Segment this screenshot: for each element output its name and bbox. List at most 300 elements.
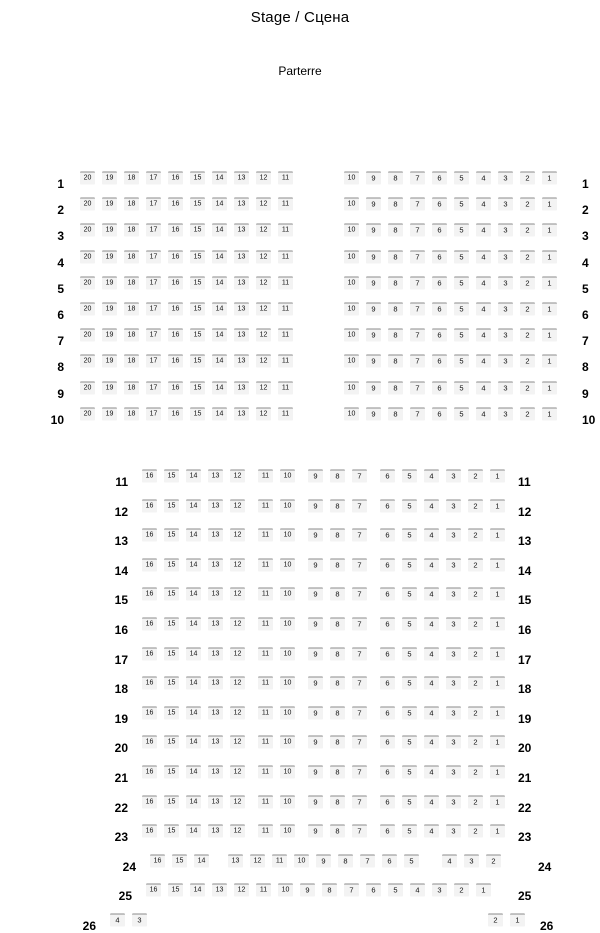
seat[interactable]: 16 [142, 470, 157, 483]
seat[interactable]: 4 [476, 224, 491, 237]
seat[interactable]: 13 [234, 355, 249, 368]
seat[interactable]: 14 [212, 172, 227, 185]
seat[interactable]: 8 [330, 618, 345, 631]
seat[interactable]: 12 [256, 303, 271, 316]
seat[interactable]: 12 [230, 706, 245, 719]
seat[interactable]: 7 [410, 172, 425, 185]
seat[interactable]: 5 [402, 470, 417, 483]
seat[interactable]: 5 [454, 407, 469, 420]
seat[interactable]: 4 [424, 677, 439, 690]
seat[interactable]: 6 [432, 303, 447, 316]
seat[interactable]: 5 [454, 381, 469, 394]
seat[interactable]: 10 [280, 766, 295, 779]
seat[interactable]: 9 [366, 250, 381, 263]
seat[interactable]: 5 [402, 706, 417, 719]
seat[interactable]: 13 [208, 558, 223, 571]
seat[interactable]: 8 [388, 224, 403, 237]
seat[interactable]: 5 [404, 854, 419, 867]
seat[interactable]: 12 [234, 884, 249, 897]
seat[interactable]: 13 [208, 588, 223, 601]
seat[interactable]: 13 [234, 250, 249, 263]
seat[interactable]: 9 [308, 499, 323, 512]
seat[interactable]: 15 [190, 224, 205, 237]
seat[interactable]: 20 [80, 381, 95, 394]
seat[interactable]: 8 [330, 825, 345, 838]
seat[interactable]: 14 [194, 854, 209, 867]
seat[interactable]: 7 [352, 470, 367, 483]
seat[interactable]: 14 [212, 303, 227, 316]
seat[interactable]: 11 [278, 407, 293, 420]
seat[interactable]: 10 [280, 736, 295, 749]
seat[interactable]: 15 [190, 407, 205, 420]
seat[interactable]: 10 [280, 647, 295, 660]
seat[interactable]: 3 [464, 854, 479, 867]
seat[interactable]: 11 [258, 558, 273, 571]
seat[interactable]: 10 [280, 470, 295, 483]
seat[interactable]: 12 [230, 795, 245, 808]
seat[interactable]: 5 [388, 884, 403, 897]
seat[interactable]: 1 [542, 303, 557, 316]
seat[interactable]: 15 [164, 470, 179, 483]
seat[interactable]: 3 [498, 198, 513, 211]
seat[interactable]: 15 [190, 172, 205, 185]
seat[interactable]: 15 [164, 647, 179, 660]
seat[interactable]: 5 [402, 647, 417, 660]
seat[interactable]: 11 [258, 677, 273, 690]
seat[interactable]: 15 [172, 854, 187, 867]
seat[interactable]: 16 [142, 588, 157, 601]
seat[interactable]: 1 [490, 736, 505, 749]
seat[interactable]: 4 [424, 529, 439, 542]
seat[interactable]: 13 [234, 381, 249, 394]
seat[interactable]: 8 [330, 588, 345, 601]
seat[interactable]: 18 [124, 407, 139, 420]
seat[interactable]: 13 [234, 303, 249, 316]
seat[interactable]: 13 [208, 647, 223, 660]
seat[interactable]: 17 [146, 329, 161, 342]
seat[interactable]: 14 [186, 647, 201, 660]
seat[interactable]: 2 [468, 677, 483, 690]
seat[interactable]: 11 [258, 795, 273, 808]
seat[interactable]: 9 [366, 276, 381, 289]
seat[interactable]: 12 [230, 736, 245, 749]
seat[interactable]: 17 [146, 303, 161, 316]
seat[interactable]: 2 [468, 588, 483, 601]
seat[interactable]: 15 [164, 795, 179, 808]
seat[interactable]: 9 [308, 795, 323, 808]
seat[interactable]: 1 [542, 355, 557, 368]
seat[interactable]: 12 [256, 329, 271, 342]
seat[interactable]: 3 [446, 795, 461, 808]
seat[interactable]: 7 [410, 303, 425, 316]
seat[interactable]: 7 [410, 329, 425, 342]
seat[interactable]: 11 [278, 198, 293, 211]
seat[interactable]: 10 [294, 854, 309, 867]
seat[interactable]: 3 [498, 381, 513, 394]
seat[interactable]: 16 [142, 647, 157, 660]
seat[interactable]: 19 [102, 381, 117, 394]
seat[interactable]: 14 [212, 250, 227, 263]
seat[interactable]: 18 [124, 250, 139, 263]
seat[interactable]: 3 [446, 677, 461, 690]
seat[interactable]: 9 [308, 825, 323, 838]
seat[interactable]: 5 [402, 736, 417, 749]
seat[interactable]: 6 [380, 499, 395, 512]
seat[interactable]: 17 [146, 250, 161, 263]
seat[interactable]: 20 [80, 198, 95, 211]
seat[interactable]: 10 [280, 706, 295, 719]
seat[interactable]: 17 [146, 276, 161, 289]
seat[interactable]: 14 [190, 884, 205, 897]
seat[interactable]: 6 [432, 172, 447, 185]
seat[interactable]: 9 [366, 381, 381, 394]
seat[interactable]: 12 [230, 558, 245, 571]
seat[interactable]: 13 [234, 329, 249, 342]
seat[interactable]: 13 [208, 499, 223, 512]
seat[interactable]: 16 [146, 884, 161, 897]
seat[interactable]: 20 [80, 276, 95, 289]
seat[interactable]: 3 [446, 618, 461, 631]
seat[interactable]: 9 [308, 588, 323, 601]
seat[interactable]: 10 [344, 303, 359, 316]
seat[interactable]: 18 [124, 172, 139, 185]
seat[interactable]: 16 [168, 407, 183, 420]
seat[interactable]: 9 [366, 329, 381, 342]
seat[interactable]: 3 [498, 355, 513, 368]
seat[interactable]: 5 [454, 172, 469, 185]
seat[interactable]: 2 [468, 529, 483, 542]
seat[interactable]: 3 [446, 558, 461, 571]
seat[interactable]: 1 [490, 706, 505, 719]
seat[interactable]: 15 [164, 677, 179, 690]
seat[interactable]: 16 [168, 224, 183, 237]
seat[interactable]: 11 [278, 250, 293, 263]
seat[interactable]: 1 [542, 276, 557, 289]
seat[interactable]: 15 [164, 529, 179, 542]
seat[interactable]: 10 [280, 795, 295, 808]
seat[interactable]: 4 [424, 795, 439, 808]
seat[interactable]: 8 [388, 172, 403, 185]
seat[interactable]: 13 [212, 884, 227, 897]
seat[interactable]: 5 [402, 529, 417, 542]
seat[interactable]: 1 [476, 884, 491, 897]
seat[interactable]: 13 [208, 736, 223, 749]
seat[interactable]: 15 [164, 825, 179, 838]
seat[interactable]: 8 [330, 766, 345, 779]
seat[interactable]: 5 [402, 677, 417, 690]
seat[interactable]: 20 [80, 303, 95, 316]
seat[interactable]: 10 [278, 884, 293, 897]
seat[interactable]: 13 [234, 198, 249, 211]
seat[interactable]: 7 [410, 381, 425, 394]
seat[interactable]: 1 [490, 558, 505, 571]
seat[interactable]: 2 [520, 407, 535, 420]
seat[interactable]: 1 [542, 224, 557, 237]
seat[interactable]: 1 [490, 795, 505, 808]
seat[interactable]: 12 [230, 470, 245, 483]
seat[interactable]: 6 [380, 618, 395, 631]
seat[interactable]: 2 [468, 736, 483, 749]
seat[interactable]: 5 [454, 303, 469, 316]
seat[interactable]: 8 [388, 381, 403, 394]
seat[interactable]: 6 [380, 825, 395, 838]
seat[interactable]: 3 [446, 766, 461, 779]
seat[interactable]: 8 [330, 677, 345, 690]
seat[interactable]: 5 [402, 766, 417, 779]
seat[interactable]: 19 [102, 276, 117, 289]
seat[interactable]: 4 [424, 588, 439, 601]
seat[interactable]: 12 [230, 499, 245, 512]
seat[interactable]: 14 [186, 766, 201, 779]
seat[interactable]: 7 [352, 499, 367, 512]
seat[interactable]: 18 [124, 198, 139, 211]
seat[interactable]: 2 [520, 224, 535, 237]
seat[interactable]: 16 [142, 795, 157, 808]
seat[interactable]: 17 [146, 381, 161, 394]
seat[interactable]: 10 [280, 618, 295, 631]
seat[interactable]: 4 [410, 884, 425, 897]
seat[interactable]: 8 [330, 795, 345, 808]
seat[interactable]: 12 [256, 172, 271, 185]
seat[interactable]: 6 [432, 407, 447, 420]
seat[interactable]: 15 [168, 884, 183, 897]
seat[interactable]: 14 [186, 529, 201, 542]
seat[interactable]: 12 [256, 224, 271, 237]
seat[interactable]: 12 [230, 825, 245, 838]
seat[interactable]: 12 [230, 618, 245, 631]
seat[interactable]: 10 [344, 407, 359, 420]
seat[interactable]: 13 [208, 618, 223, 631]
seat[interactable]: 14 [212, 224, 227, 237]
seat[interactable]: 17 [146, 198, 161, 211]
seat[interactable]: 9 [308, 470, 323, 483]
seat[interactable]: 4 [424, 499, 439, 512]
seat[interactable]: 14 [212, 355, 227, 368]
seat[interactable]: 16 [168, 198, 183, 211]
seat[interactable]: 7 [352, 618, 367, 631]
seat[interactable]: 3 [446, 470, 461, 483]
seat[interactable]: 8 [388, 329, 403, 342]
seat[interactable]: 19 [102, 329, 117, 342]
seat[interactable]: 3 [132, 914, 147, 927]
seat[interactable]: 5 [402, 795, 417, 808]
seat[interactable]: 11 [256, 884, 271, 897]
seat[interactable]: 16 [168, 276, 183, 289]
seat[interactable]: 2 [468, 766, 483, 779]
seat[interactable]: 20 [80, 355, 95, 368]
seat[interactable]: 1 [542, 250, 557, 263]
seat[interactable]: 15 [190, 276, 205, 289]
seat[interactable]: 7 [352, 766, 367, 779]
seat[interactable]: 6 [380, 470, 395, 483]
seat[interactable]: 15 [164, 558, 179, 571]
seat[interactable]: 1 [490, 677, 505, 690]
seat[interactable]: 1 [490, 470, 505, 483]
seat[interactable]: 1 [542, 329, 557, 342]
seat[interactable]: 8 [388, 250, 403, 263]
seat[interactable]: 17 [146, 172, 161, 185]
seat[interactable]: 5 [454, 224, 469, 237]
seat[interactable]: 8 [388, 198, 403, 211]
seat[interactable]: 5 [402, 558, 417, 571]
seat[interactable]: 9 [308, 618, 323, 631]
seat[interactable]: 18 [124, 303, 139, 316]
seat[interactable]: 20 [80, 250, 95, 263]
seat[interactable]: 11 [258, 470, 273, 483]
seat[interactable]: 15 [164, 618, 179, 631]
seat[interactable]: 2 [468, 706, 483, 719]
seat[interactable]: 16 [168, 355, 183, 368]
seat[interactable]: 11 [278, 381, 293, 394]
seat[interactable]: 4 [424, 470, 439, 483]
seat[interactable]: 2 [520, 303, 535, 316]
seat[interactable]: 12 [230, 529, 245, 542]
seat[interactable]: 5 [402, 825, 417, 838]
seat[interactable]: 5 [454, 198, 469, 211]
seat[interactable]: 11 [258, 825, 273, 838]
seat[interactable]: 7 [344, 884, 359, 897]
seat[interactable]: 11 [278, 329, 293, 342]
seat[interactable]: 9 [366, 172, 381, 185]
seat[interactable]: 4 [424, 766, 439, 779]
seat[interactable]: 16 [168, 303, 183, 316]
seat[interactable]: 12 [256, 250, 271, 263]
seat[interactable]: 7 [410, 355, 425, 368]
seat[interactable]: 15 [190, 303, 205, 316]
seat[interactable]: 15 [190, 250, 205, 263]
seat[interactable]: 15 [190, 329, 205, 342]
seat[interactable]: 14 [186, 736, 201, 749]
seat[interactable]: 3 [446, 647, 461, 660]
seat[interactable]: 13 [234, 172, 249, 185]
seat[interactable]: 4 [476, 198, 491, 211]
seat[interactable]: 3 [446, 825, 461, 838]
seat[interactable]: 16 [150, 854, 165, 867]
seat[interactable]: 1 [490, 766, 505, 779]
seat[interactable]: 3 [498, 276, 513, 289]
seat[interactable]: 15 [190, 198, 205, 211]
seat[interactable]: 8 [388, 407, 403, 420]
seat[interactable]: 6 [432, 355, 447, 368]
seat[interactable]: 6 [432, 224, 447, 237]
seat[interactable]: 8 [330, 529, 345, 542]
seat[interactable]: 5 [402, 588, 417, 601]
seat[interactable]: 11 [258, 618, 273, 631]
seat[interactable]: 4 [476, 276, 491, 289]
seat[interactable]: 1 [490, 529, 505, 542]
seat[interactable]: 2 [468, 795, 483, 808]
seat[interactable]: 10 [344, 381, 359, 394]
seat[interactable]: 10 [344, 172, 359, 185]
seat[interactable]: 13 [208, 825, 223, 838]
seat[interactable]: 12 [256, 276, 271, 289]
seat[interactable]: 7 [360, 854, 375, 867]
seat[interactable]: 7 [352, 825, 367, 838]
seat[interactable]: 18 [124, 355, 139, 368]
seat[interactable]: 15 [190, 381, 205, 394]
seat[interactable]: 4 [476, 172, 491, 185]
seat[interactable]: 2 [468, 618, 483, 631]
seat[interactable]: 6 [380, 558, 395, 571]
seat[interactable]: 14 [186, 677, 201, 690]
seat[interactable]: 11 [278, 172, 293, 185]
seat[interactable]: 15 [164, 588, 179, 601]
seat[interactable]: 13 [208, 677, 223, 690]
seat[interactable]: 4 [110, 914, 125, 927]
seat[interactable]: 16 [168, 172, 183, 185]
seat[interactable]: 3 [498, 303, 513, 316]
seat[interactable]: 11 [258, 736, 273, 749]
seat[interactable]: 5 [454, 355, 469, 368]
seat[interactable]: 6 [382, 854, 397, 867]
seat[interactable]: 16 [142, 618, 157, 631]
seat[interactable]: 14 [212, 407, 227, 420]
seat[interactable]: 10 [344, 276, 359, 289]
seat[interactable]: 17 [146, 407, 161, 420]
seat[interactable]: 13 [234, 407, 249, 420]
seat[interactable]: 10 [344, 329, 359, 342]
seat[interactable]: 7 [352, 677, 367, 690]
seat[interactable]: 11 [258, 529, 273, 542]
seat[interactable]: 11 [278, 355, 293, 368]
seat[interactable]: 8 [388, 303, 403, 316]
seat[interactable]: 5 [402, 499, 417, 512]
seat[interactable]: 17 [146, 355, 161, 368]
seat[interactable]: 12 [230, 647, 245, 660]
seat[interactable]: 14 [186, 499, 201, 512]
seat[interactable]: 8 [388, 276, 403, 289]
seat[interactable]: 8 [322, 884, 337, 897]
seat[interactable]: 15 [164, 736, 179, 749]
seat[interactable]: 6 [432, 381, 447, 394]
seat[interactable]: 2 [468, 499, 483, 512]
seat[interactable]: 8 [388, 355, 403, 368]
seat[interactable]: 8 [338, 854, 353, 867]
seat[interactable]: 7 [352, 736, 367, 749]
seat[interactable]: 9 [308, 647, 323, 660]
seat[interactable]: 12 [256, 381, 271, 394]
seat[interactable]: 10 [280, 677, 295, 690]
seat[interactable]: 1 [490, 647, 505, 660]
seat[interactable]: 15 [190, 355, 205, 368]
seat[interactable]: 8 [330, 706, 345, 719]
seat[interactable]: 16 [142, 825, 157, 838]
seat[interactable]: 14 [186, 470, 201, 483]
seat[interactable]: 1 [542, 381, 557, 394]
seat[interactable]: 11 [278, 224, 293, 237]
seat[interactable]: 12 [230, 588, 245, 601]
seat[interactable]: 9 [308, 736, 323, 749]
seat[interactable]: 18 [124, 224, 139, 237]
seat[interactable]: 4 [476, 381, 491, 394]
seat[interactable]: 2 [486, 854, 501, 867]
seat[interactable]: 1 [542, 172, 557, 185]
seat[interactable]: 13 [208, 706, 223, 719]
seat[interactable]: 13 [208, 795, 223, 808]
seat[interactable]: 9 [308, 677, 323, 690]
seat[interactable]: 19 [102, 355, 117, 368]
seat[interactable]: 2 [520, 250, 535, 263]
seat[interactable]: 12 [250, 854, 265, 867]
seat[interactable]: 12 [256, 355, 271, 368]
seat[interactable]: 4 [424, 618, 439, 631]
seat[interactable]: 4 [424, 558, 439, 571]
seat[interactable]: 14 [186, 795, 201, 808]
seat[interactable]: 4 [424, 647, 439, 660]
seat[interactable]: 7 [352, 588, 367, 601]
seat[interactable]: 6 [380, 529, 395, 542]
seat[interactable]: 12 [230, 766, 245, 779]
